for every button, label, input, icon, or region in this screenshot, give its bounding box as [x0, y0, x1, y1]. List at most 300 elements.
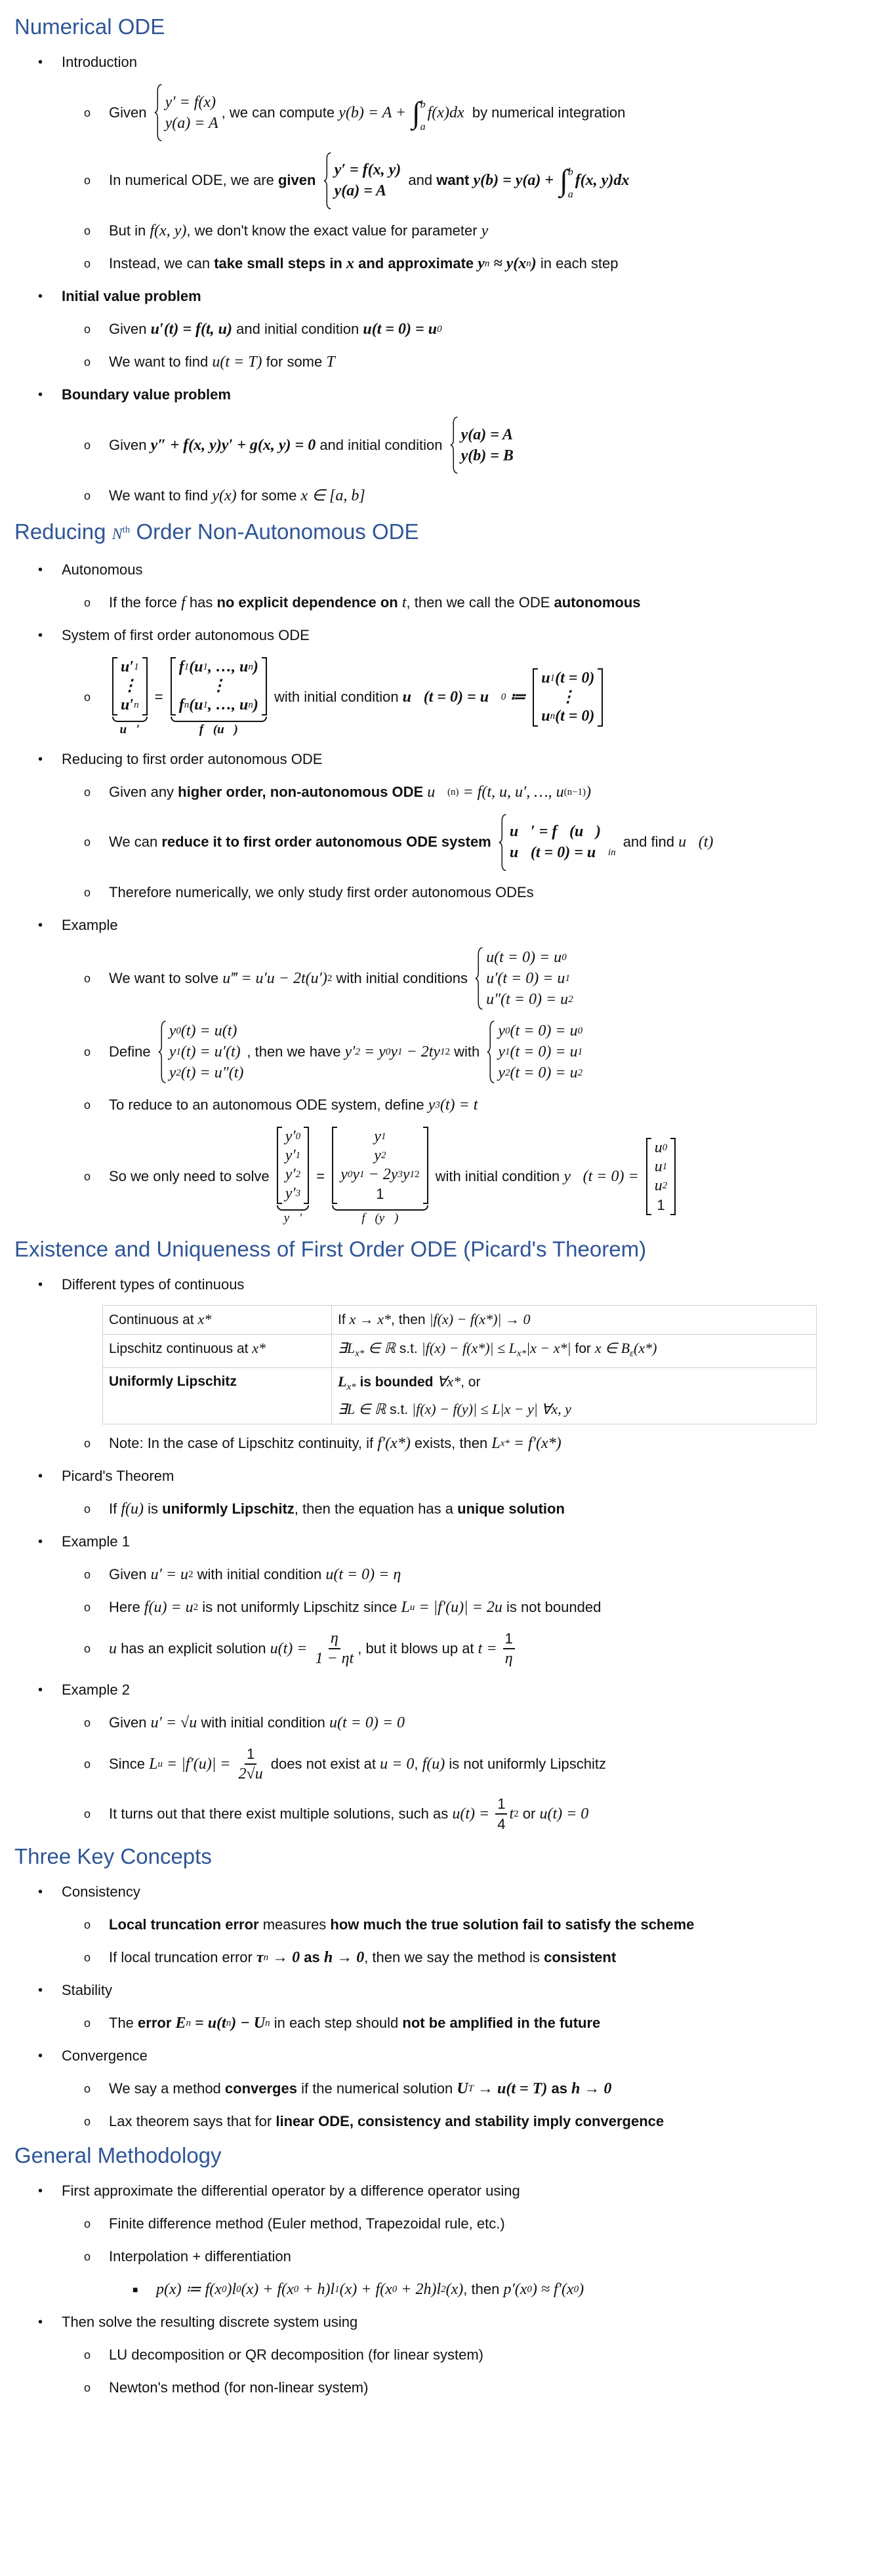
underbrace-label — [284, 1211, 302, 1226]
math-expression: u — [541, 669, 550, 687]
list-item — [0, 2175, 879, 2306]
list-item — [0, 2105, 879, 2138]
matrix-body — [332, 1127, 428, 1204]
list-item-row — [0, 2040, 879, 2072]
math-expression: |f(x) − f(x*)| ≤ L — [421, 1340, 517, 1356]
list-item-text — [62, 914, 118, 936]
list-item — [0, 346, 879, 378]
text-run: , then the equation has a — [294, 1500, 458, 1517]
cases-system — [475, 947, 573, 1010]
list-item-text — [109, 1914, 694, 1936]
matrix-body — [646, 1138, 676, 1215]
right-bracket — [304, 1127, 309, 1204]
text-run: Different types of continuous — [62, 1276, 245, 1293]
text-run: First approximate the differential operator by a difference operator using — [62, 2183, 520, 2199]
text-run: We want to solve — [109, 970, 223, 986]
text-run: Interpolation + differentiation — [109, 2248, 291, 2264]
math-expression: u — [109, 1640, 117, 1657]
matrix-entry — [121, 696, 139, 715]
matrix-entries — [337, 1127, 422, 1204]
superscript: 2 — [445, 1047, 451, 1057]
circle-bullet-icon: o — [84, 886, 91, 899]
bold-text: reduce it to first order autonomous ODE system — [161, 834, 495, 851]
text-run: , then we call the ODE — [406, 594, 554, 611]
math-expression: (t) = u″(t) — [180, 1064, 244, 1081]
section — [0, 515, 879, 1232]
math-expression: (x) + f(x — [241, 2281, 294, 2298]
math-expression: u′ — [121, 658, 134, 675]
subscript: n — [248, 661, 253, 672]
subscript: 1 — [184, 661, 190, 672]
circle-bullet-icon: o — [84, 2217, 91, 2230]
list-item-row — [0, 2339, 879, 2371]
list-item — [0, 1121, 879, 1232]
text-run: = — [312, 1168, 329, 1184]
lower-limit: a — [567, 189, 573, 201]
text-run: Since — [109, 1756, 150, 1772]
square-bullet-icon: ■ — [133, 2284, 138, 2295]
math-expression: y — [481, 222, 489, 239]
subscript: 1 — [577, 1047, 583, 1057]
cases-system — [499, 814, 616, 872]
text-run: 1 — [497, 1796, 506, 1812]
list-item-text — [109, 781, 591, 803]
numerator — [503, 1629, 515, 1649]
text-run: Example — [62, 917, 118, 933]
bullet-list-level-1 — [0, 1876, 879, 2138]
subscript: n — [550, 710, 556, 721]
bold-text: as — [300, 1949, 324, 1965]
right-bracket — [423, 1127, 428, 1204]
list-item-text — [109, 84, 625, 142]
math-expression: y — [169, 1043, 176, 1060]
math-expression: (t) = u′(t) — [180, 1043, 241, 1060]
list-item-row — [0, 479, 879, 512]
list-item-row — [0, 1591, 879, 1624]
math-expression: u⃗(t = 0) = u⃗ — [509, 844, 608, 862]
list-item — [0, 2339, 879, 2371]
circle-bullet-icon: o — [84, 1502, 91, 1516]
list-item-text — [109, 1946, 616, 1969]
math-expression: u‴ = u′u − 2t(u′) — [222, 970, 327, 987]
math-expression: f(u) — [121, 1500, 144, 1518]
subscript: 1 — [203, 699, 209, 710]
denominator — [503, 1649, 515, 1668]
list-item-text — [109, 814, 713, 872]
list-item-row — [0, 1268, 879, 1301]
math-expression: ⋮ — [211, 677, 227, 694]
matrix — [533, 668, 603, 727]
text-run: If the force — [109, 594, 182, 611]
text-run: It turns out that there exist multiple solutions, such as — [109, 1805, 453, 1822]
list-item-text — [62, 2045, 148, 2067]
math-expression: x ∈ B — [594, 1340, 630, 1356]
list-item — [0, 1015, 879, 1089]
math-expression: u(t) = 0 — [539, 1805, 589, 1822]
math-expression: u⃗(t) — [678, 834, 714, 851]
bullet-list-level-2 — [0, 1558, 879, 1674]
math-expression: L — [491, 1435, 501, 1452]
subscript: n — [263, 1952, 269, 1963]
matrix-entry — [122, 677, 138, 696]
list-item — [0, 809, 879, 877]
subscript: 1 — [565, 973, 570, 984]
bullet-list-level-2 — [0, 586, 879, 619]
text-run: , but it blows up at — [358, 1640, 478, 1657]
math-expression: y″ + f(x, y)y′ + g(x, y) = 0 — [150, 436, 316, 454]
circle-bullet-icon: o — [84, 257, 91, 270]
math-expression: u″(t = 0) = u — [486, 991, 569, 1008]
list-item-text — [62, 384, 231, 406]
math-expression: t = — [478, 1640, 501, 1657]
list-item-row — [0, 313, 879, 346]
bullet-list-level-1 — [0, 553, 879, 1232]
math-expression: (t = 0) — [555, 669, 595, 687]
list-item-row — [0, 652, 879, 743]
lower-limit: a — [420, 121, 426, 132]
circle-bullet-icon: o — [84, 106, 91, 119]
bullet-icon: • — [38, 918, 43, 933]
list-item-row — [0, 619, 879, 652]
case-line — [498, 1020, 583, 1041]
superscript: 2 — [514, 1809, 519, 1819]
left-bracket — [646, 1138, 651, 1215]
list-item-text — [109, 1794, 588, 1834]
list-item-row — [0, 909, 879, 942]
list-item-text — [109, 881, 534, 904]
list-item-row — [0, 2273, 879, 2306]
math-expression: u — [654, 1158, 663, 1175]
list-item — [0, 1493, 879, 1525]
bold-text: error — [138, 2015, 176, 2031]
list-item-row — [0, 743, 879, 776]
integral-limits — [420, 94, 426, 132]
matrix-entries — [176, 657, 262, 715]
numerator — [329, 1629, 340, 1649]
math-expression: |f(x) − f(x*)| → 0 — [429, 1311, 531, 1327]
bullet-icon: • — [38, 752, 43, 767]
subscript: 2 — [662, 1180, 668, 1191]
list-item-text — [109, 2213, 505, 2235]
bold-text: uniformly Lipschitz — [162, 1500, 295, 1517]
cases-system — [154, 84, 218, 142]
list-item-row — [0, 378, 879, 411]
bullet-list-level-2 — [0, 2007, 879, 2040]
left-brace-icon — [487, 1020, 496, 1083]
text-run: with initial condition — [270, 689, 403, 705]
subscript: 0 — [176, 1026, 181, 1036]
matrix-body — [112, 657, 148, 715]
list-item-row — [0, 247, 879, 280]
math-expression: y⃗′ — [283, 1211, 302, 1225]
matrix-entries — [117, 657, 142, 715]
section — [0, 1841, 879, 2138]
math-expression: (t) = t — [440, 1097, 478, 1114]
math-expression: y(a) = A — [334, 182, 386, 200]
matrix-entry — [657, 1196, 664, 1215]
list-item-text — [62, 285, 201, 308]
table-cell-definition — [332, 1368, 817, 1424]
list-item-text — [109, 2377, 368, 2399]
subscript: 0 — [392, 2284, 398, 2295]
text-run: Convergence — [62, 2047, 148, 2064]
list-item-text — [156, 2278, 584, 2301]
cases-lines — [333, 152, 401, 210]
math-expression: η — [330, 1630, 338, 1647]
case-line — [510, 842, 616, 863]
list-item — [0, 79, 879, 147]
bullet-icon: • — [38, 562, 43, 577]
math-expression: y — [390, 1043, 398, 1060]
math-expression: y(b) = y(a) + — [473, 172, 558, 190]
text-run: Consistency — [62, 1883, 140, 1900]
text-run: If — [338, 1312, 350, 1327]
math-expression: u(t = 0) = u — [363, 321, 438, 338]
text-run: 1 — [504, 1630, 513, 1647]
list-item-row — [0, 1941, 879, 1974]
math-expression: u = 0 — [380, 1756, 415, 1773]
math-expression: = y — [360, 1043, 386, 1060]
text-run: Lipschitz continuous at — [109, 1341, 253, 1356]
list-item-text — [62, 2180, 520, 2202]
text-run: System of first order autonomous ODE — [62, 626, 310, 643]
list-item — [0, 479, 879, 512]
matrix-entry — [285, 1165, 300, 1184]
circle-bullet-icon: o — [84, 1716, 91, 1729]
bold-text: no explicit dependence on — [216, 594, 402, 611]
text-run: , then we have — [247, 1043, 345, 1060]
subscript: n — [134, 699, 139, 710]
list-item-text — [109, 1596, 601, 1619]
math-expression: y — [169, 1022, 176, 1039]
math-expression: y′ — [344, 1043, 356, 1060]
integral-sign-icon: ∫ — [412, 95, 420, 129]
math-expression: h → 0 — [323, 1949, 365, 1966]
text-run: General Methodology — [14, 2143, 222, 2167]
math-expression: f(x, y) — [150, 222, 187, 239]
text-run: Stability — [62, 1982, 113, 1998]
subscript: 3 — [398, 1169, 403, 1180]
math-expression: ≔ — [506, 689, 530, 706]
math-expression: y(b) = A + — [338, 104, 411, 121]
list-item — [0, 411, 879, 479]
text-run: Reducing — [14, 519, 112, 544]
matrix-entry — [285, 1127, 300, 1146]
circle-bullet-icon: o — [84, 2017, 91, 2030]
list-item — [0, 1525, 879, 1674]
math-expression: → u(t = T) — [474, 2080, 548, 2097]
math-expression: y — [402, 1166, 410, 1183]
bullet-icon: • — [38, 289, 43, 304]
text-run: Order Non-Autonomous ODE — [130, 519, 419, 544]
text-run: is not uniformly Lipschitz since — [198, 1599, 401, 1615]
list-item-row — [0, 1089, 879, 1121]
list-item — [0, 743, 879, 910]
list-item — [0, 1624, 879, 1674]
list-item-row — [0, 2207, 879, 2240]
list-item-text — [109, 1563, 401, 1586]
text-run: by numerical integration — [464, 104, 626, 121]
math-expression: ) — [253, 696, 258, 714]
math-expression: y — [352, 1166, 360, 1183]
subscript: 0 — [527, 2284, 532, 2295]
text-run: and initial condition — [316, 436, 447, 453]
cases-lines — [167, 1020, 244, 1083]
section — [0, 1234, 879, 1839]
fraction — [237, 1744, 265, 1784]
text-run: measures — [258, 1916, 331, 1933]
matrix-body — [171, 657, 267, 715]
math-expression: ) — [531, 255, 537, 272]
math-expression: ) ≈ f′(x — [531, 2281, 574, 2298]
text-run: 1 — [376, 1186, 384, 1202]
math-expression: u — [541, 707, 550, 725]
math-expression: u⃗ — [427, 783, 447, 801]
list-item — [0, 280, 879, 378]
subscript: 2 — [380, 1150, 386, 1161]
bold-text: Boundary value problem — [62, 386, 231, 403]
text-run: for some — [262, 353, 327, 370]
text-run: Existence and Uniqueness of First Order ODE (Picard's Theorem) — [14, 1237, 647, 1261]
case-line — [335, 159, 401, 180]
list-item — [0, 2240, 879, 2306]
circle-bullet-icon: o — [84, 1758, 91, 1771]
subscript: 0 — [293, 2284, 299, 2295]
table-row — [103, 1368, 817, 1424]
math-expression: 1 − ηt — [315, 1650, 354, 1667]
bullet-list-level-2 — [0, 1427, 879, 1460]
subscript: 1 — [662, 1161, 668, 1172]
subscript: 0 — [577, 1026, 583, 1036]
list-item-text — [62, 1679, 130, 1701]
text-run: , then — [463, 2281, 504, 2297]
case-line — [486, 989, 573, 1010]
bullet-icon: • — [38, 1535, 43, 1549]
list-item-row — [0, 411, 879, 479]
math-expression: f′(x*) — [377, 1435, 411, 1452]
math-expression: y — [374, 1128, 381, 1145]
list-item-row — [0, 1974, 879, 2007]
math-expression: (t) = u(t) — [180, 1022, 237, 1039]
list-item-row — [0, 942, 879, 1015]
list-item — [0, 378, 879, 512]
text-run: has — [185, 594, 217, 611]
circle-bullet-icon: o — [84, 595, 91, 609]
text-run: is — [144, 1500, 163, 1517]
list-item-text — [109, 2012, 600, 2034]
list-item-text — [62, 51, 137, 73]
matrix-entries — [282, 1127, 304, 1204]
bullet-icon: • — [38, 2049, 43, 2063]
math-expression: u′ = u — [150, 1566, 189, 1583]
list-item-text — [109, 2078, 611, 2100]
math-expression: y′ — [285, 1185, 296, 1202]
text-run: if the numerical solution — [296, 2080, 457, 2097]
list-item — [0, 652, 879, 743]
fraction — [503, 1629, 515, 1668]
subscript: ε — [630, 1348, 634, 1359]
math-expression: 2√u — [238, 1765, 263, 1782]
list-item-text — [62, 1465, 174, 1487]
circle-bullet-icon: o — [84, 835, 91, 849]
math-expression: ⋮ — [560, 688, 576, 706]
table-cell-definition — [332, 1306, 817, 1335]
circle-bullet-icon: o — [84, 355, 91, 369]
list-item-text — [109, 1498, 565, 1520]
text-run: , — [414, 1756, 422, 1772]
math-expression: u′ — [121, 696, 134, 714]
math-expression: U — [457, 2080, 468, 2097]
subscript: 3 — [295, 1188, 301, 1199]
denominator — [313, 1649, 356, 1668]
text-run: In numerical ODE, we are — [109, 172, 278, 189]
text-run: Numerical ODE — [14, 14, 165, 39]
list-item — [0, 776, 879, 809]
superscript: 2 — [193, 1602, 199, 1613]
text-run: is not uniformly Lipschitz — [445, 1756, 606, 1772]
subscript: n — [526, 258, 531, 269]
list-item-row — [0, 2240, 879, 2273]
list-item-text — [109, 592, 641, 614]
math-expression: u′(t) = f(t, u) — [150, 321, 233, 338]
numerator — [245, 1744, 256, 1765]
math-expression: x — [346, 255, 354, 272]
subscript: x* — [346, 1382, 356, 1392]
matrix-entry — [179, 696, 258, 715]
section-heading — [14, 515, 879, 550]
subscript: 1 — [335, 2284, 340, 2295]
math-expression: y⃗(t = 0) = — [563, 1168, 643, 1185]
text-run: , then — [391, 1312, 430, 1327]
subscript: n — [186, 2018, 192, 2028]
list-item — [0, 313, 879, 346]
math-expression: f — [178, 696, 184, 714]
matrix-entry — [655, 1157, 668, 1177]
math-expression: p′(x — [503, 2281, 527, 2298]
subscript: in — [607, 847, 616, 858]
circle-bullet-icon: o — [84, 1437, 91, 1450]
right-bracket — [670, 1138, 676, 1215]
list-item-text — [62, 748, 322, 771]
subscript: n — [184, 699, 190, 710]
list-item — [0, 1876, 879, 1974]
left-brace-icon — [475, 947, 484, 1010]
list-item-text — [62, 1979, 112, 2002]
bullet-icon: • — [38, 2184, 43, 2198]
math-expression: u(t) = — [452, 1805, 494, 1822]
list-item-row — [0, 1706, 879, 1739]
case-line — [486, 947, 573, 968]
bullet-list-level-2 — [0, 2339, 879, 2404]
list-item-row — [0, 1427, 879, 1460]
matrix-entry — [376, 1184, 384, 1203]
math-expression: u — [654, 1177, 663, 1194]
math-expression: y — [478, 255, 485, 272]
left-brace-icon — [499, 814, 508, 872]
subscript: 0 — [437, 324, 442, 334]
list-item — [0, 2371, 879, 2404]
list-item-row — [0, 147, 879, 215]
left-bracket — [277, 1127, 282, 1204]
math-expression: = |f′(u)| = 2u — [415, 1599, 502, 1616]
bullet-list-level-2 — [0, 1706, 879, 1839]
subscript: 1 — [409, 1169, 415, 1180]
math-expression: y(b) = B — [460, 447, 514, 464]
text-run: Newton's method (for non-linear system) — [109, 2379, 369, 2396]
subscript: x* — [516, 1348, 527, 1359]
section-heading — [14, 1234, 879, 1264]
cases-lines — [163, 84, 218, 142]
